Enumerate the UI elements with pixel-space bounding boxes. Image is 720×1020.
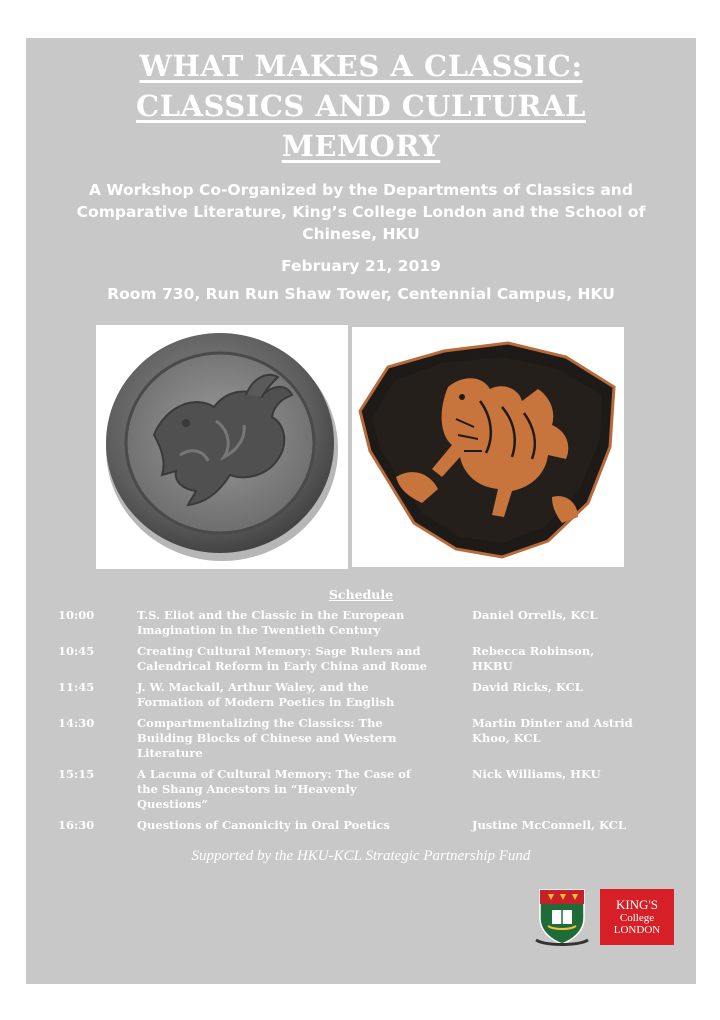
hku-crest-icon [534, 886, 590, 948]
schedule-row [58, 818, 678, 838]
schedule-talk: Compartmentalizing the Classics: The Building Blocks of Chinese and Western Literature [137, 716, 397, 760]
schedule-table [58, 608, 678, 838]
schedule-talk: T.S. Eliot and the Classic in the European Imagination in the Twentieth Century [137, 608, 405, 637]
schedule-row [58, 716, 678, 767]
schedule-speaker: Rebecca Robinson, HKBU [472, 644, 595, 673]
hku-crest-logo [534, 886, 590, 948]
kcl-logo-line1: KING'S [615, 897, 659, 912]
title-line-2: CLASSICS AND CULTURAL [136, 89, 586, 123]
chinese-disc-image [96, 325, 348, 569]
event-date: February 21, 2019 [281, 257, 441, 275]
kcl-logo-line2: College [619, 912, 655, 924]
support-note: Supported by the HKU-KCL Strategic Partnership Fund [191, 848, 531, 864]
schedule-time: 10:45 [58, 644, 95, 658]
schedule-time: 14:30 [58, 716, 95, 730]
stone-disc-illustration [96, 325, 348, 569]
workshop-subtitle: A Workshop Co-Organized by the Departments of Classics and Comparative Literature, King’s College London and the School of Chinese, HKU [76, 181, 646, 243]
greek-pottery-image [352, 327, 624, 567]
schedule-talk: Creating Cultural Memory: Sage Rulers and Calendrical Reform in Early China and Rome [137, 644, 427, 673]
pegasus-fragment-illustration [352, 327, 624, 567]
title-line-3: MEMORY [281, 129, 441, 163]
schedule-time: 10:00 [58, 608, 95, 622]
kcl-logo-line3: LONDON [613, 924, 661, 936]
schedule-time: 15:15 [58, 767, 95, 781]
schedule-heading: Schedule [328, 587, 394, 602]
schedule-time: 11:45 [58, 680, 95, 694]
schedule-row [58, 680, 678, 716]
schedule-speaker: Nick Williams, HKU [472, 767, 601, 781]
schedule-row [58, 644, 678, 680]
schedule-talk: A Lacuna of Cultural Memory: The Case of the Shang Ancestors in “Heavenly Questions” [137, 767, 411, 811]
schedule-row [58, 767, 678, 818]
schedule-talk: Questions of Canonicity in Oral Poetics [137, 818, 390, 832]
schedule-speaker: Martin Dinter and Astrid Khoo, KCL [472, 716, 633, 745]
schedule-time: 16:30 [58, 818, 95, 832]
schedule-speaker: Justine McConnell, KCL [472, 818, 626, 832]
title-line-1: WHAT MAKES A CLASSIC: [139, 49, 583, 83]
poster [26, 38, 696, 984]
schedule-row [58, 608, 678, 644]
event-venue: Room 730, Run Run Shaw Tower, Centennial Campus, HKU [107, 285, 615, 303]
schedule-speaker: David Ricks, KCL [472, 680, 583, 694]
poster-title [26, 46, 696, 166]
schedule-speaker: Daniel Orrells, KCL [472, 608, 598, 622]
kcl-logo [600, 889, 674, 945]
schedule-talk: J. W. Mackail, Arthur Waley, and the Formation of Modern Poetics in English [137, 680, 395, 709]
